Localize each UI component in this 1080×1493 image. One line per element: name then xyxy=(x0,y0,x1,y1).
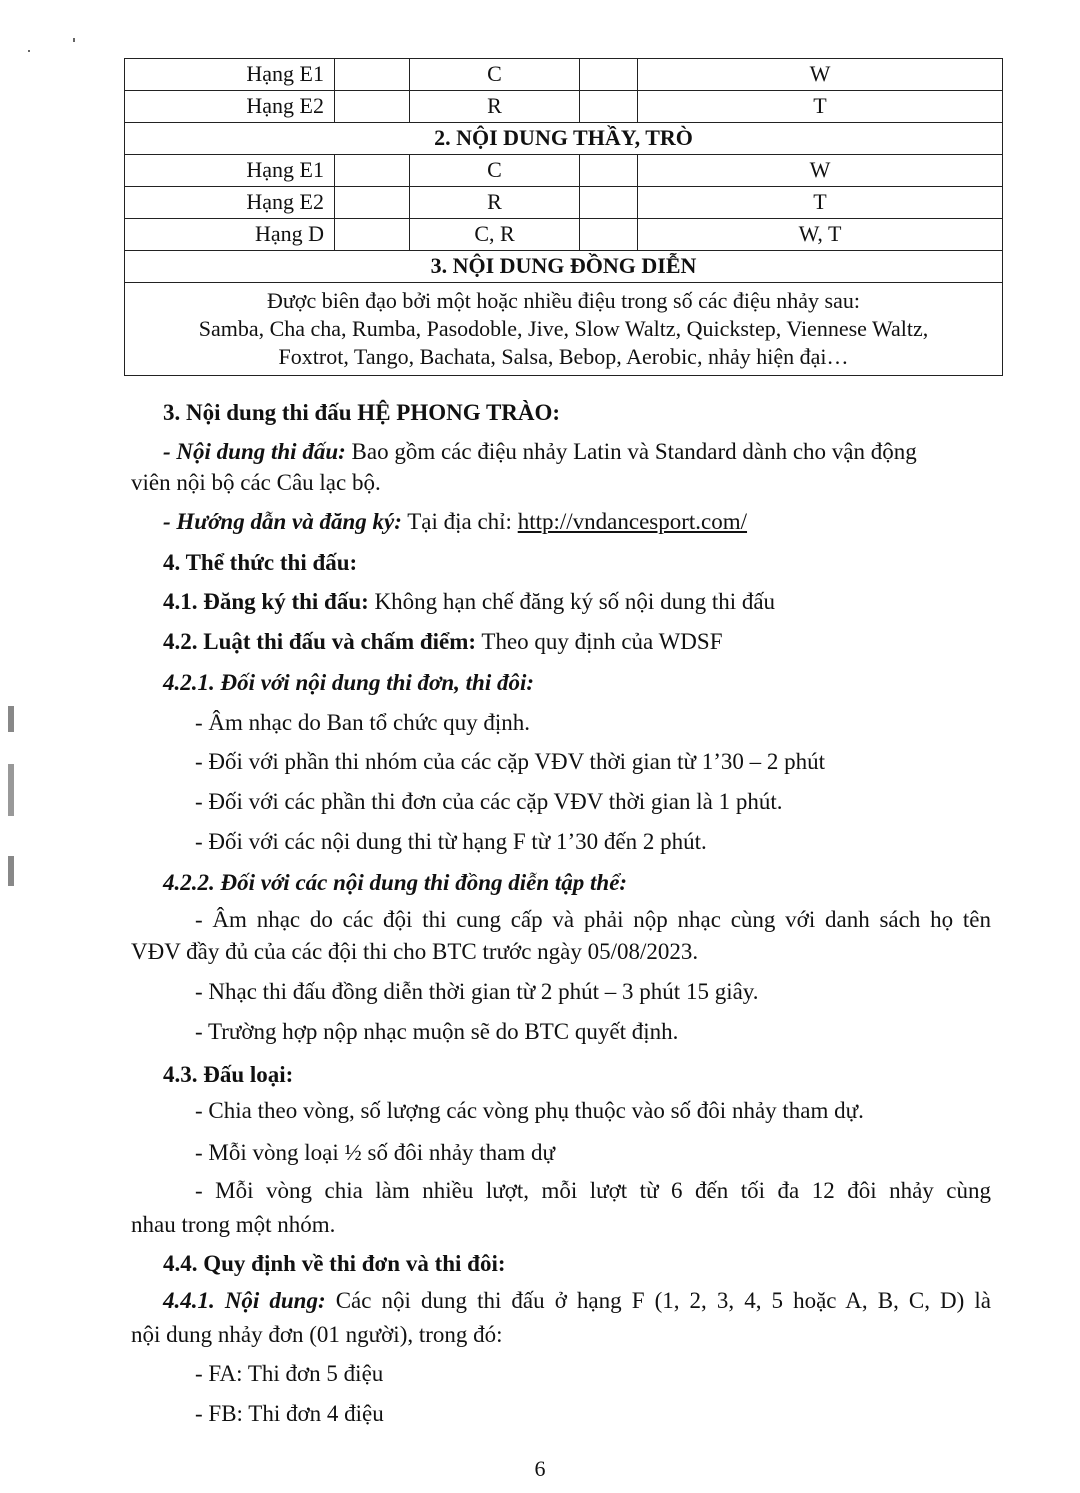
desc-line: Được biên đạo bởi một hoặc nhiều điệu trong số các điệu nhảy sau: xyxy=(267,288,860,313)
bullet: - Trường hợp nộp nhạc muộn sẽ do BTC quyết định. xyxy=(195,1019,679,1044)
standard-cell: W xyxy=(638,155,1003,187)
scan-mark xyxy=(8,706,14,732)
paragraph-line: nội dung nhảy đơn (01 người), trong đó: xyxy=(131,1322,503,1347)
section-title: 2. NỘI DUNG THẦY, TRÒ xyxy=(125,123,1003,155)
row-label: Hạng D xyxy=(125,219,335,251)
spacer-cell xyxy=(335,91,410,123)
standard-cell: W xyxy=(638,59,1003,91)
bullet: - Nhạc thi đấu đồng diễn thời gian từ 2 phút – 3 phút 15 giây. xyxy=(195,979,759,1004)
competition-table xyxy=(124,58,1003,376)
paragraph-line: nhau trong một nhóm. xyxy=(131,1212,336,1237)
heading-3: 3. Nội dung thi đấu HỆ PHONG TRÀO: xyxy=(163,400,561,425)
label: 4.1. Đăng ký thi đấu: xyxy=(163,589,369,614)
section-title: 3. NỘI DUNG ĐỒNG DIỄN xyxy=(125,251,1003,283)
heading-4-2-1: 4.2.1. Đối với nội dung thi đơn, thi đôi: xyxy=(163,670,535,695)
latin-cell: R xyxy=(410,187,580,219)
bullet: - Âm nhạc do các đội thi cung cấp và phải nộp nhạc cùng với danh sách họ tên xyxy=(195,907,991,932)
bullet: - Chia theo vòng, số lượng các vòng phụ thuộc vào số đôi nhảy tham dự. xyxy=(195,1098,864,1123)
paragraph-noi-dung xyxy=(163,438,917,466)
paragraph-4-1 xyxy=(163,588,775,616)
desc-line: Foxtrot, Tango, Bachata, Salsa, Bebop, Aerobic, nhảy hiện đại… xyxy=(278,344,849,370)
registration-link[interactable]: http://vndancesport.com/ xyxy=(517,509,748,534)
scan-mark xyxy=(73,38,75,42)
table-row xyxy=(125,219,1003,251)
label: 4.4.1. Nội dung: xyxy=(163,1288,326,1313)
paragraph-huong-dan xyxy=(163,508,747,536)
row-label: Hạng E2 xyxy=(125,187,335,219)
text: Các nội dung thi đấu ở hạng F (1, 2, 3, 4, 5 hoặc A, B, C, D) là xyxy=(325,1288,991,1313)
table-desc-row xyxy=(125,283,1003,376)
spacer-cell xyxy=(335,59,410,91)
spacer-cell xyxy=(335,155,410,187)
paragraph-line: viên nội bộ các Câu lạc bộ. xyxy=(131,470,381,495)
latin-cell: R xyxy=(410,91,580,123)
bullet: - FB: Thi đơn 4 điệu xyxy=(195,1401,384,1426)
section-description xyxy=(125,283,1003,376)
spacer-cell xyxy=(335,219,410,251)
heading-4-2-2: 4.2.2. Đối với các nội dung thi đồng diễn tập thể: xyxy=(163,870,628,895)
table-row xyxy=(125,59,1003,91)
latin-cell: C xyxy=(410,59,580,91)
blank-cell xyxy=(580,91,638,123)
blank-cell xyxy=(580,155,638,187)
blank-cell xyxy=(580,187,638,219)
blank-cell xyxy=(580,59,638,91)
scan-mark xyxy=(8,856,14,886)
bullet: - Đối với các nội dung thi từ hạng F từ 1’30 đến 2 phút. xyxy=(195,829,707,854)
bullet: - Mỗi vòng chia làm nhiều lượt, mỗi lượt từ 6 đến tối đa 12 đôi nhảy cùng xyxy=(195,1178,991,1203)
spacer-cell xyxy=(335,187,410,219)
table-section-row xyxy=(125,251,1003,283)
paragraph-line: VĐV đầy đủ của các đội thi cho BTC trước ngày 05/08/2023. xyxy=(131,939,699,964)
bullet: - Đối với phần thi nhóm của các cặp VĐV thời gian từ 1’30 – 2 phút xyxy=(195,749,825,774)
row-label: Hạng E1 xyxy=(125,59,335,91)
scan-mark xyxy=(8,764,14,816)
scan-mark xyxy=(28,50,30,52)
bullet: - Âm nhạc do Ban tổ chức quy định. xyxy=(195,710,531,735)
paragraph-4-4-1 xyxy=(163,1287,991,1315)
text: Theo quy định của WDSF xyxy=(476,629,723,654)
table-row xyxy=(125,187,1003,219)
paragraph-4-2 xyxy=(163,628,722,656)
table-row xyxy=(125,91,1003,123)
desc-line: Samba, Cha cha, Rumba, Pasodoble, Jive, Slow Waltz, Quickstep, Viennese Waltz, xyxy=(198,316,929,342)
bullet: - Đối với các phần thi đơn của các cặp VĐV thời gian là 1 phút. xyxy=(195,789,783,814)
row-label: Hạng E2 xyxy=(125,91,335,123)
heading-4-4: 4.4. Quy định về thi đơn và thi đôi: xyxy=(163,1251,506,1276)
text: Không hạn chế đăng ký số nội dung thi đấu xyxy=(368,589,776,614)
heading-4: 4. Thể thức thi đấu: xyxy=(163,550,358,575)
label: - Hướng dẫn và đăng ký: xyxy=(163,509,402,534)
standard-cell: W, T xyxy=(638,219,1003,251)
table-row xyxy=(125,155,1003,187)
row-label: Hạng E1 xyxy=(125,155,335,187)
bullet: - FA: Thi đơn 5 điệu xyxy=(195,1361,384,1386)
latin-cell: C, R xyxy=(410,219,580,251)
heading-4-3: 4.3. Đấu loại: xyxy=(163,1062,294,1087)
text: Bao gồm các điệu nhảy Latin và Standard dành cho vận động xyxy=(345,439,917,464)
label: 4.2. Luật thi đấu và chấm điểm: xyxy=(163,629,477,654)
bullet: - Mỗi vòng loại ½ số đôi nhảy tham dự xyxy=(195,1140,555,1165)
label: - Nội dung thi đấu: xyxy=(163,439,346,464)
table-section-row xyxy=(125,123,1003,155)
page-number: 6 xyxy=(534,1456,546,1481)
blank-cell xyxy=(580,219,638,251)
latin-cell: C xyxy=(410,155,580,187)
standard-cell: T xyxy=(638,187,1003,219)
standard-cell: T xyxy=(638,91,1003,123)
text: Tại địa chỉ: xyxy=(401,509,518,534)
